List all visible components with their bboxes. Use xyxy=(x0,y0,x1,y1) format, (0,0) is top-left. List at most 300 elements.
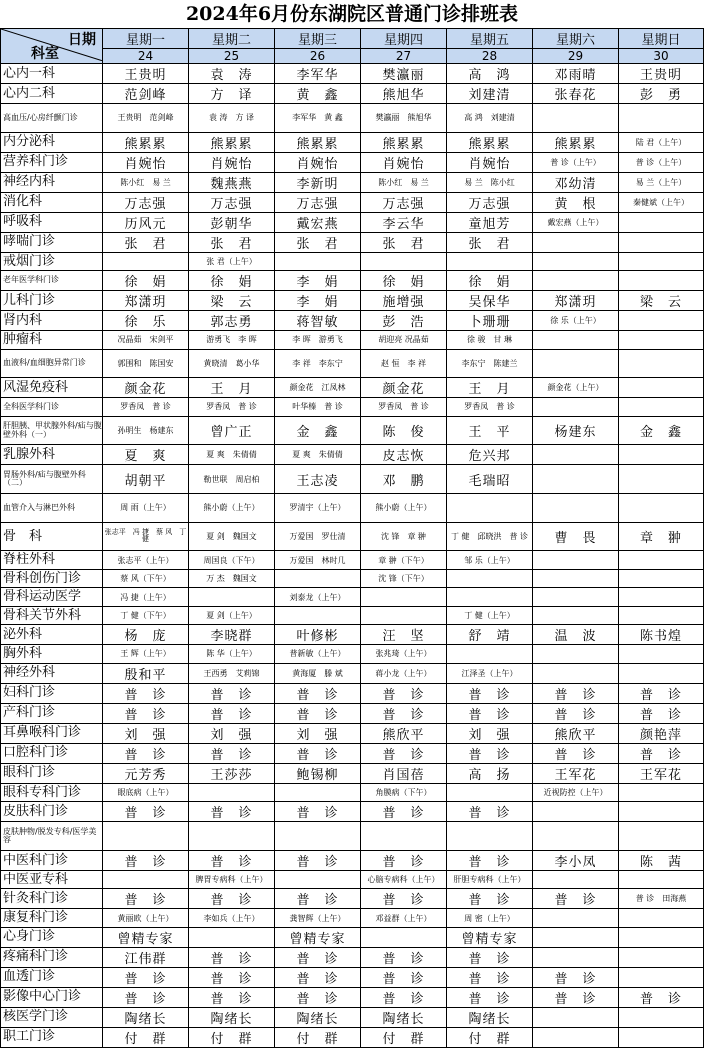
table-row xyxy=(1,569,704,587)
schedule-cell: 普 诊 xyxy=(103,743,189,763)
schedule-cell: 张 君 xyxy=(361,232,447,252)
table-row xyxy=(1,349,704,378)
schedule-cell: 勒世联 周启柏 xyxy=(189,465,275,494)
schedule-cell xyxy=(533,588,619,606)
schedule-cell: 袁 涛 xyxy=(189,64,275,84)
schedule-cell xyxy=(103,822,189,851)
schedule-cell: 罗香凤 普 诊 xyxy=(361,398,447,416)
schedule-cell xyxy=(619,967,704,987)
schedule-cell: 王 月 xyxy=(189,378,275,398)
schedule-cell: 邓雨晴 xyxy=(533,64,619,84)
weekday-header: 星期六 xyxy=(533,29,619,49)
table-row xyxy=(1,445,704,465)
department-name: 消化科 xyxy=(1,192,103,212)
department-name: 中医亚专科 xyxy=(1,870,103,888)
schedule-cell: 魏燕燕 xyxy=(189,172,275,192)
schedule-cell: 周国良（下午） xyxy=(189,551,275,569)
table-row xyxy=(1,192,704,212)
schedule-cell: 付 群 xyxy=(103,1027,189,1047)
schedule-cell: 眼底病（上午） xyxy=(103,783,189,801)
schedule-cell: 肖婉怡 xyxy=(189,152,275,172)
table-row xyxy=(1,172,704,192)
schedule-cell: 高 扬 xyxy=(447,763,533,783)
department-name: 心身门诊 xyxy=(1,927,103,947)
table-row xyxy=(1,1007,704,1027)
schedule-cell: 普 诊 xyxy=(103,967,189,987)
schedule-cell: 万志强 xyxy=(189,192,275,212)
schedule-cell: 郑潇玥 xyxy=(103,291,189,311)
schedule-cell: 元芳秀 xyxy=(103,763,189,783)
schedule-cell: 张春花 xyxy=(533,84,619,104)
table-row xyxy=(1,663,704,683)
department-name: 血管介入与淋巴外科 xyxy=(1,494,103,523)
schedule-cell: 范剑峰 xyxy=(103,84,189,104)
schedule-cell xyxy=(619,311,704,331)
department-name: 眼科专科门诊 xyxy=(1,783,103,801)
schedule-cell: 丁 健（上午） xyxy=(447,606,533,624)
schedule-cell: 颜金花 xyxy=(103,378,189,398)
schedule-cell xyxy=(533,663,619,683)
schedule-cell xyxy=(533,252,619,270)
page-title: 2024年6月份东湖院区普通门诊排班表 xyxy=(185,3,519,25)
schedule-cell: 杨 庞 xyxy=(103,625,189,645)
schedule-cell: 张 君 xyxy=(103,232,189,252)
schedule-cell xyxy=(533,569,619,587)
schedule-cell: 熊累累 xyxy=(275,132,361,152)
schedule-cell: 万爱国 林时几 xyxy=(275,551,361,569)
schedule-cell: 黄 根 xyxy=(533,192,619,212)
department-name: 心内二科 xyxy=(1,84,103,104)
schedule-cell: 王 辉（上午） xyxy=(103,645,189,663)
schedule-cell xyxy=(533,331,619,349)
schedule-cell: 金 鑫 xyxy=(619,416,704,445)
schedule-cell: 普 诊 xyxy=(619,743,704,763)
table-row xyxy=(1,291,704,311)
schedule-cell: 章 翀（下午） xyxy=(361,551,447,569)
table-row xyxy=(1,311,704,331)
schedule-cell xyxy=(533,802,619,822)
schedule-cell: 熊累累 xyxy=(103,132,189,152)
schedule-cell: 王西勇 艾莉锦 xyxy=(189,663,275,683)
schedule-cell xyxy=(619,445,704,465)
table-row xyxy=(1,588,704,606)
schedule-cell xyxy=(533,398,619,416)
schedule-cell: 毛瑞昭 xyxy=(447,465,533,494)
schedule-cell: 易 兰 陈小红 xyxy=(447,172,533,192)
schedule-cell: 普 诊（上午） xyxy=(533,152,619,172)
schedule-cell: 普 诊 xyxy=(619,703,704,723)
schedule-cell: 彭朝华 xyxy=(189,212,275,232)
schedule-cell: 易 兰（上午） xyxy=(619,172,704,192)
schedule-cell: 熊累累 xyxy=(189,132,275,152)
department-name: 耳鼻喉科门诊 xyxy=(1,723,103,743)
date-header: 30 xyxy=(619,49,704,64)
schedule-cell: 曾广正 xyxy=(189,416,275,445)
weekday-header: 星期三 xyxy=(275,29,361,49)
schedule-cell: 肖婉怡 xyxy=(447,152,533,172)
schedule-cell: 心脑专病科（上午） xyxy=(361,870,447,888)
schedule-cell: 樊瀛丽 xyxy=(361,64,447,84)
schedule-cell: 黄晓清 葛小华 xyxy=(189,349,275,378)
schedule-cell: 戴宏燕 xyxy=(275,212,361,232)
department-name: 妇科门诊 xyxy=(1,683,103,703)
schedule-cell: 普 诊 xyxy=(275,947,361,967)
table-row xyxy=(1,947,704,967)
schedule-cell: 高 鸿 刘建清 xyxy=(447,104,533,133)
date-header: 29 xyxy=(533,49,619,64)
schedule-cell: 普 诊 xyxy=(189,743,275,763)
schedule-cell: 王 平 xyxy=(447,416,533,445)
schedule-cell: 普新敏（上午） xyxy=(275,645,361,663)
schedule-cell xyxy=(533,606,619,624)
schedule-cell: 肖婉怡 xyxy=(275,152,361,172)
schedule-cell xyxy=(533,909,619,927)
schedule-cell: 付 群 xyxy=(189,1027,275,1047)
schedule-cell: 胡迎亮 况晶茹 xyxy=(361,331,447,349)
schedule-body xyxy=(1,29,704,1048)
department-name: 核医学门诊 xyxy=(1,1007,103,1027)
schedule-cell: 普 诊 xyxy=(189,967,275,987)
table-row xyxy=(1,398,704,416)
schedule-cell: 普 诊 xyxy=(189,683,275,703)
schedule-cell xyxy=(619,588,704,606)
schedule-cell: 徐 乐 xyxy=(103,311,189,331)
schedule-cell: 普 诊 xyxy=(533,967,619,987)
schedule-cell xyxy=(619,927,704,947)
schedule-cell xyxy=(533,1027,619,1047)
schedule-cell: 熊累累 xyxy=(361,132,447,152)
schedule-cell: 王贵明 范剑峰 xyxy=(103,104,189,133)
schedule-cell xyxy=(275,783,361,801)
table-row xyxy=(1,551,704,569)
schedule-cell: 罗香凤 普 诊 xyxy=(447,398,533,416)
schedule-cell: 夏 剑 魏国文 xyxy=(189,522,275,551)
schedule-cell: 郑潇玥 xyxy=(533,291,619,311)
schedule-cell: 李 祥 李东宁 xyxy=(275,349,361,378)
schedule-cell: 刘 强 xyxy=(189,723,275,743)
schedule-cell: 周 雨（上午） xyxy=(103,494,189,523)
schedule-cell: 万志强 xyxy=(361,192,447,212)
schedule-cell: 彭 浩 xyxy=(361,311,447,331)
schedule-cell: 普 诊 xyxy=(361,889,447,909)
schedule-cell xyxy=(533,465,619,494)
schedule-cell: 沈 锋（下午） xyxy=(361,569,447,587)
schedule-cell: 游勇飞 李 晖 xyxy=(189,331,275,349)
schedule-cell: 沈 锋 章 翀 xyxy=(361,522,447,551)
date-axis-label: 日期 xyxy=(68,32,96,48)
schedule-cell: 黄海厦 滕 斌 xyxy=(275,663,361,683)
schedule-cell: 江伟群 xyxy=(103,947,189,967)
schedule-cell xyxy=(189,783,275,801)
schedule-cell xyxy=(361,252,447,270)
schedule-cell: 陈书煌 xyxy=(619,625,704,645)
schedule-cell: 刘建清 xyxy=(447,84,533,104)
schedule-cell: 普 诊 xyxy=(189,889,275,909)
table-row xyxy=(1,84,704,104)
schedule-cell: 鲍锡柳 xyxy=(275,763,361,783)
schedule-cell: 普 诊 xyxy=(275,967,361,987)
schedule-cell: 徐 乐（上午） xyxy=(533,311,619,331)
schedule-cell xyxy=(533,1007,619,1027)
schedule-cell xyxy=(275,870,361,888)
schedule-cell: 陈 茜 xyxy=(619,850,704,870)
department-name: 血透门诊 xyxy=(1,967,103,987)
schedule-cell: 普 诊 xyxy=(361,743,447,763)
schedule-cell: 李军华 黄 鑫 xyxy=(275,104,361,133)
department-name: 呼吸科 xyxy=(1,212,103,232)
schedule-cell xyxy=(619,104,704,133)
schedule-cell: 李 娟 xyxy=(275,291,361,311)
schedule-cell: 普 诊 xyxy=(447,802,533,822)
schedule-cell: 熊累累 xyxy=(447,132,533,152)
department-name: 骨科运动医学 xyxy=(1,588,103,606)
schedule-cell: 熊小蔚（上午） xyxy=(189,494,275,523)
department-name: 老年医学科门诊 xyxy=(1,271,103,291)
schedule-cell xyxy=(447,822,533,851)
schedule-cell: 颜金花（上午） xyxy=(533,378,619,398)
schedule-cell: 方 译 xyxy=(189,84,275,104)
schedule-cell: 张 君（上午） xyxy=(189,252,275,270)
schedule-cell: 章 翀 xyxy=(619,522,704,551)
schedule-cell: 李如兵（上午） xyxy=(189,909,275,927)
schedule-cell: 丁 健（下午） xyxy=(103,606,189,624)
department-name: 肾内科 xyxy=(1,311,103,331)
department-name: 康复科门诊 xyxy=(1,909,103,927)
table-row xyxy=(1,802,704,822)
schedule-cell: 普 诊 xyxy=(447,683,533,703)
schedule-cell xyxy=(533,870,619,888)
schedule-cell: 蔡 风（下午） xyxy=(103,569,189,587)
schedule-cell: 叶华榛 普 诊 xyxy=(275,398,361,416)
weekday-header: 星期五 xyxy=(447,29,533,49)
schedule-cell: 童旭芳 xyxy=(447,212,533,232)
schedule-cell: 普 诊 xyxy=(361,967,447,987)
department-name: 神经内科 xyxy=(1,172,103,192)
department-name: 泌外科 xyxy=(1,625,103,645)
date-header-row xyxy=(1,49,704,64)
department-name: 口腔科门诊 xyxy=(1,743,103,763)
schedule-cell xyxy=(619,465,704,494)
department-name: 哮喘门诊 xyxy=(1,232,103,252)
schedule-cell: 周 密（上午） xyxy=(447,909,533,927)
schedule-cell: 邓幼清 xyxy=(533,172,619,192)
schedule-cell: 普 诊 xyxy=(189,987,275,1007)
schedule-cell: 吴保华 xyxy=(447,291,533,311)
department-name: 胃肠外科/疝与腹壁外科（二） xyxy=(1,465,103,494)
schedule-cell xyxy=(533,271,619,291)
date-header: 26 xyxy=(275,49,361,64)
schedule-cell: 张 君 xyxy=(189,232,275,252)
schedule-cell: 颜金花 江凤林 xyxy=(275,378,361,398)
department-name: 风湿免疫科 xyxy=(1,378,103,398)
table-row xyxy=(1,252,704,270)
table-row xyxy=(1,822,704,851)
schedule-cell: 梁 云 xyxy=(619,291,704,311)
schedule-cell xyxy=(619,645,704,663)
schedule-cell: 邹 乐（上午） xyxy=(447,551,533,569)
schedule-cell xyxy=(533,232,619,252)
schedule-cell: 普 诊 xyxy=(533,987,619,1007)
table-row xyxy=(1,465,704,494)
table-row xyxy=(1,212,704,232)
department-name: 营养科门诊 xyxy=(1,152,103,172)
table-row xyxy=(1,743,704,763)
schedule-cell: 杨建东 xyxy=(533,416,619,445)
schedule-cell: 普 诊 xyxy=(361,802,447,822)
schedule-cell: 舒 靖 xyxy=(447,625,533,645)
schedule-cell: 普 诊 xyxy=(361,947,447,967)
schedule-cell: 张志平 冯 捷 蔡 风 丁 健 xyxy=(103,522,189,551)
schedule-cell xyxy=(619,802,704,822)
schedule-cell xyxy=(619,870,704,888)
weekday-header: 星期四 xyxy=(361,29,447,49)
schedule-cell xyxy=(361,606,447,624)
schedule-cell: 万志强 xyxy=(275,192,361,212)
table-row xyxy=(1,927,704,947)
schedule-cell xyxy=(361,927,447,947)
schedule-cell: 曾精专家 xyxy=(103,927,189,947)
schedule-cell xyxy=(619,783,704,801)
department-name: 产科门诊 xyxy=(1,703,103,723)
schedule-cell: 肝胆专病科（上午） xyxy=(447,870,533,888)
department-name: 全科医学科门诊 xyxy=(1,398,103,416)
schedule-cell: 万志强 xyxy=(447,192,533,212)
schedule-cell: 李晓群 xyxy=(189,625,275,645)
schedule-cell: 李军华 xyxy=(275,64,361,84)
schedule-cell: 普 诊 xyxy=(619,683,704,703)
schedule-cell: 普 诊 xyxy=(275,743,361,763)
schedule-cell xyxy=(619,909,704,927)
schedule-cell: 刘 强 xyxy=(103,723,189,743)
date-header: 27 xyxy=(361,49,447,64)
schedule-cell: 王军花 xyxy=(619,763,704,783)
schedule-cell: 丁 健 邱晓洪 普 诊 xyxy=(447,522,533,551)
schedule-cell: 江泽圣（上午） xyxy=(447,663,533,683)
schedule-cell: 张志平（上午） xyxy=(103,551,189,569)
schedule-cell: 熊欣平 xyxy=(361,723,447,743)
schedule-cell: 夏 爽 朱倩倩 xyxy=(189,445,275,465)
schedule-cell: 李云华 xyxy=(361,212,447,232)
schedule-cell: 王军花 xyxy=(533,763,619,783)
schedule-cell xyxy=(619,378,704,398)
table-row xyxy=(1,271,704,291)
schedule-cell: 普 诊 xyxy=(447,850,533,870)
schedule-cell: 高 鸿 xyxy=(447,64,533,84)
department-name: 骨科创伤门诊 xyxy=(1,569,103,587)
schedule-cell: 普 诊 xyxy=(533,889,619,909)
schedule-cell: 邓益群（上午） xyxy=(361,909,447,927)
date-header: 28 xyxy=(447,49,533,64)
table-row xyxy=(1,606,704,624)
schedule-cell: 陈小红 易 兰 xyxy=(361,172,447,192)
schedule-cell xyxy=(447,783,533,801)
schedule-cell: 普 诊 xyxy=(361,850,447,870)
schedule-cell: 罗香凤 普 诊 xyxy=(103,398,189,416)
schedule-cell: 李新明 xyxy=(275,172,361,192)
schedule-cell xyxy=(619,271,704,291)
schedule-cell: 普 诊 xyxy=(103,703,189,723)
schedule-cell: 熊旭华 xyxy=(361,84,447,104)
dept-axis-label: 科室 xyxy=(31,46,59,62)
schedule-cell: 赵 恒 李 祥 xyxy=(361,349,447,378)
weekday-header: 星期日 xyxy=(619,29,704,49)
schedule-cell xyxy=(619,252,704,270)
schedule-cell xyxy=(533,494,619,523)
department-name: 疼痛科门诊 xyxy=(1,947,103,967)
schedule-cell: 陶绪长 xyxy=(103,1007,189,1027)
schedule-cell: 普 诊 xyxy=(361,987,447,1007)
schedule-cell: 曾精专家 xyxy=(447,927,533,947)
schedule-table xyxy=(0,28,704,1048)
schedule-cell: 梁 云 xyxy=(189,291,275,311)
date-header: 24 xyxy=(103,49,189,64)
schedule-cell: 叶修彬 xyxy=(275,625,361,645)
department-name: 影像中心门诊 xyxy=(1,987,103,1007)
schedule-cell: 刘 强 xyxy=(275,723,361,743)
schedule-cell: 王莎莎 xyxy=(189,763,275,783)
schedule-cell xyxy=(361,588,447,606)
schedule-cell: 普 诊 xyxy=(189,947,275,967)
schedule-cell: 普 诊 xyxy=(189,802,275,822)
schedule-cell: 郭围和 陈国安 xyxy=(103,349,189,378)
table-row xyxy=(1,703,704,723)
table-row xyxy=(1,967,704,987)
schedule-cell: 曾精专家 xyxy=(275,927,361,947)
schedule-cell: 刘泰龙（上午） xyxy=(275,588,361,606)
schedule-cell: 普 诊 xyxy=(447,967,533,987)
schedule-cell xyxy=(533,947,619,967)
schedule-cell: 樊瀛丽 熊旭华 xyxy=(361,104,447,133)
schedule-cell xyxy=(619,551,704,569)
schedule-cell: 彭 勇 xyxy=(619,84,704,104)
schedule-cell: 普 诊 xyxy=(361,703,447,723)
table-row xyxy=(1,987,704,1007)
schedule-cell: 万 杰 魏国文 xyxy=(189,569,275,587)
schedule-cell: 普 诊 xyxy=(275,703,361,723)
schedule-cell: 肖婉怡 xyxy=(103,152,189,172)
schedule-cell: 郭志勇 xyxy=(189,311,275,331)
department-name: 针灸科门诊 xyxy=(1,889,103,909)
table-row xyxy=(1,625,704,645)
schedule-cell: 普 诊 xyxy=(533,703,619,723)
table-row xyxy=(1,232,704,252)
schedule-cell xyxy=(619,606,704,624)
schedule-cell: 陆 君（上午） xyxy=(619,132,704,152)
corner-header xyxy=(1,29,103,64)
schedule-cell xyxy=(533,822,619,851)
department-name: 神经外科 xyxy=(1,663,103,683)
table-row xyxy=(1,522,704,551)
schedule-cell xyxy=(619,569,704,587)
department-name: 胸外科 xyxy=(1,645,103,663)
schedule-cell: 普 诊 xyxy=(275,987,361,1007)
schedule-cell: 张 君 xyxy=(447,232,533,252)
weekday-header: 星期一 xyxy=(103,29,189,49)
schedule-cell xyxy=(619,349,704,378)
schedule-cell: 普 诊 田海燕 xyxy=(619,889,704,909)
schedule-cell xyxy=(619,1027,704,1047)
schedule-cell: 冯 捷（上午） xyxy=(103,588,189,606)
schedule-cell: 殷和平 xyxy=(103,663,189,683)
department-name: 骨 科 xyxy=(1,522,103,551)
schedule-cell xyxy=(447,588,533,606)
department-name: 内分泌科 xyxy=(1,132,103,152)
schedule-cell: 普 诊 xyxy=(103,987,189,1007)
schedule-cell: 张兆琦（上午） xyxy=(361,645,447,663)
schedule-cell: 曹 畏 xyxy=(533,522,619,551)
schedule-cell: 王贵明 xyxy=(103,64,189,84)
schedule-cell: 龚智辉（上午） xyxy=(275,909,361,927)
